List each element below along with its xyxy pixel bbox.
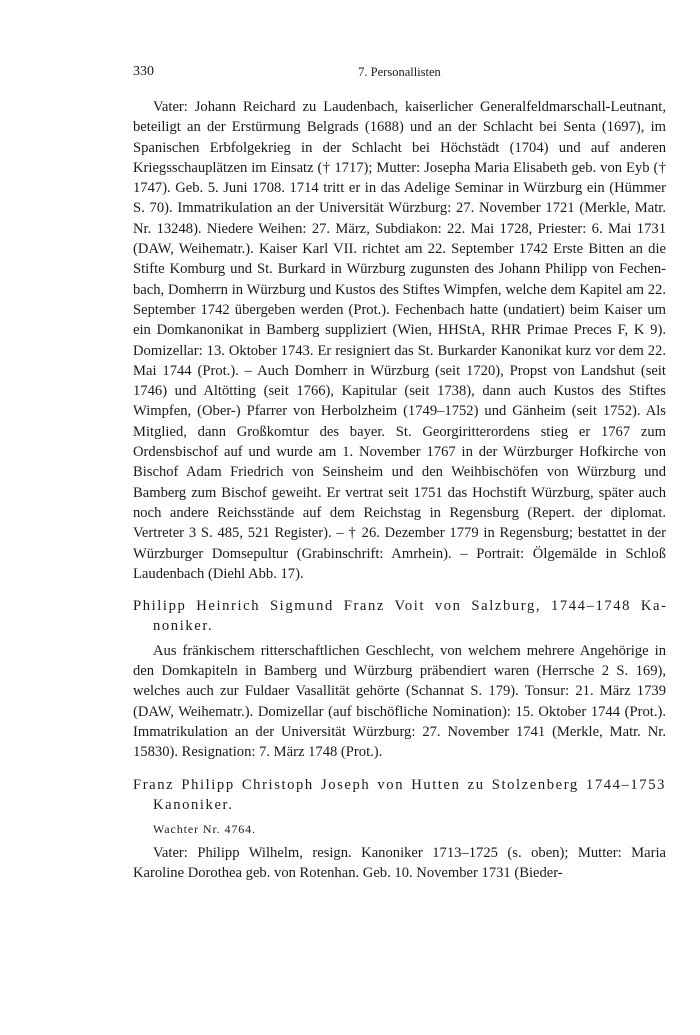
entry-heading: Philipp Heinrich Sigmund Franz Voit von Salzburg, 1744–1748 Kanoniker. (133, 598, 666, 635)
page-body (133, 97, 666, 884)
biography-paragraph: Aus fränkischem ritterschaftlichen Geschlecht, von welchem mehrere Angehörige in den Domkapiteln in Bamberg und Würzburg präbendiert waren (Herrsche 2 S. 169), welches auch zur Fuldaer Vasallität gehörte (Schannat S. 179). Tonsur: 21. März 1739 (DAW, Weihematr.). Domizellar (auf bischöfliche Nomination): 15. Oktober 1744 (Prot.). Immatrikulation an der Universität Würzburg: 27. November 1741 (Merkle, Matr. Nr. 15830). Resignation: 7. März 1748 (Prot.). (133, 642, 666, 761)
biography-paragraph: Vater: Johann Reichard zu Laudenbach, kaiserlicher Generalfeldmarschall-Leutnant, beteiligt an der Erstürmung Belgrads (1688) und an der Schlacht bei Senta (1697), im Spanischen Erbfolgekrieg in der Schlacht bei Höchstädt (1704) und auf anderen Kriegsschauplätzen im Einsatz († 1717); Mutter: Josepha Maria Elisabeth geb. von Eyb († 1747). Geb. 5. Juni 1708. 1714 tritt er in das Adelige Seminar in Würzburg ein (Hümmer S. 70). Immatrikulation an der Universität Würzburg: 27. November 1721 (Merkle, Matr. Nr. 13248). Niedere Weihen: 27. März, Subdiakon: 22. Mai 1728, Priester: 6. Mai 1731 (DAW, Weihematr.). Kaiser Karl VII. richtet am 22. September 1742 Erste Bitten an die Stifte Komburg und St. Burkard in Würzburg zugunsten des Johann Philipp von Fechenbach, Domherrn in Würzburg und Kustos des Stiftes Wimpfen, welche dem Kapitel am 22. September 1742 übergeben werden (Prot.). Fechenbach hatte (undatiert) beim Kaiser um ein Domkanonikat in Bamberg suppliziert (Wien, HHStA, RHR Primae Preces F, K 9). Domizellar: 13. Oktober 1743. Er resigniert das St. Burkarder Kanonikat kurz vor dem 22. Mai 1744 (Prot.). – Auch Domherr in Würzburg (seit 1720), Propst von Landshut (seit 1746) und Altötting (seit 1766), Kapitular (seit 1738), dann auch Kustos des Stiftes Wimpfen, (Ober-) Pfarrer von Herbolzheim (1749–1752) und Gänheim (seit 1752). Als Mitglied, dann Großkomtur des bayer. St. Georgiritterordens stieg er 1767 zum Ordensbischof auf und wurde am 1. November 1767 in der Würzburger Hofkirche von Bischof Adam Friedrich von Seinsheim und den Weihbischöfen von Würzburg und Bamberg zum Bischof geweiht. Er vertrat seit 1751 das Hochstift Würzburg, später auch noch andere Reichsstände auf dem Reichstag in Regensburg (Repert. der diplomat. Vertreter 3 S. 485, 521 Register). – † 26. Dezember 1779 in Regensburg; bestattet in der Würzburger Domsepultur (Grabinschrift: Amrhein). – Portrait: Ölgemälde in Schloß Laudenbach (Diehl Abb. 17). (133, 99, 666, 582)
running-head: 7. Personallisten (358, 65, 441, 79)
entry-heading: Franz Philipp Christoph Joseph von Hutten zu Stolzenberg 1744–1753 Kanoniker. (133, 776, 666, 813)
page-number: 330 (133, 64, 154, 79)
source-reference: Wachter Nr. 4764. (153, 822, 256, 837)
page-header (133, 64, 666, 84)
biography-paragraph: Vater: Philipp Wilhelm, resign. Kanoniker 1713–1725 (s. oben); Mutter: Maria Karoline Dorothea geb. von Rotenhan. Geb. 10. November 1731 (Bieder- (133, 845, 666, 882)
